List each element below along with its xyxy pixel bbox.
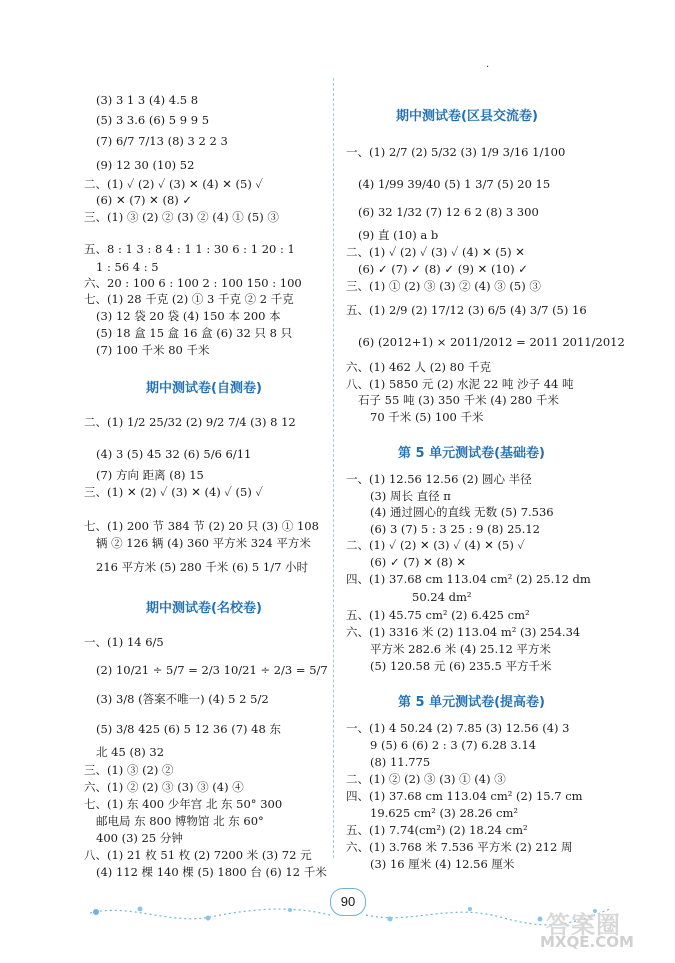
answer-line: (6) ✓ (7) ✓ (8) ✓ (9) ✕ (10) ✓ bbox=[358, 262, 528, 276]
answer-line: 二、(1) ✓ (2) ✓ (3) ✕ (4) ✕ (5) ✓ bbox=[84, 177, 263, 191]
answer-line: 1 : 56 4 : 5 bbox=[96, 260, 159, 274]
answer-line: 三、(1) ① (2) ③ (3) ② (4) ③ (5) ③ bbox=[346, 279, 541, 293]
answer-line: (7) 6/7 7/13 (8) 3 2 2 3 bbox=[96, 134, 228, 148]
answer-line: (3) 12 袋 20 袋 (4) 150 本 200 本 bbox=[96, 309, 281, 323]
answer-line: 七、(1) 东 400 少年宫 北 东 50° 300 bbox=[84, 797, 283, 811]
answer-line: (9) 直 (10) a b bbox=[358, 228, 439, 242]
site-watermark bbox=[540, 905, 670, 955]
answer-line: 五、(1) 7.74(cm²) (2) 18.24 cm² bbox=[346, 823, 528, 837]
answer-line: 六、20 : 100 6 : 100 2 : 100 150 : 100 bbox=[84, 276, 302, 290]
answer-line: (3) 3/8 (答案不唯一) (4) 5 2 5/2 bbox=[96, 692, 269, 706]
answer-line: (6) ✓ (7) ✕ (8) ✕ bbox=[370, 555, 467, 569]
answer-line: 三、(1) ③ (2) ② (3) ② (4) ① (5) ③ bbox=[84, 210, 279, 224]
answer-line: 50.24 dm² bbox=[412, 590, 472, 604]
answer-line: (3) 3 1 3 (4) 4.5 8 bbox=[96, 93, 199, 107]
answer-line: 三、(1) ✕ (2) ✓ (3) ✕ (4) ✓ (5) ✓ bbox=[84, 485, 263, 499]
answer-line: (7) 方向 距离 (8) 15 bbox=[96, 468, 204, 482]
answer-line: (7) 100 千米 80 千米 bbox=[96, 343, 210, 357]
answer-line: 二、(1) 1/2 25/32 (2) 9/2 7/4 (3) 8 12 bbox=[84, 415, 296, 429]
answer-line: (2) 10/21 ÷ 5/7 = 2/3 10/21 ÷ 2/3 = 5/7 bbox=[96, 663, 328, 677]
answer-line: 八、(1) 21 枚 51 枚 (2) 7200 米 (3) 72 元 bbox=[84, 848, 312, 862]
answer-line: 五、(1) 45.75 cm² (2) 6.425 cm² bbox=[346, 608, 530, 622]
section-heading: 期中测试卷(区县交流卷) bbox=[396, 109, 538, 124]
answer-line: 二、(1) ② (2) ③ (3) ① (4) ③ bbox=[346, 772, 506, 786]
answer-line: 石子 55 吨 (3) 350 千米 (4) 280 千米 bbox=[358, 393, 559, 407]
answer-line: 400 (3) 25 分钟 bbox=[96, 831, 183, 845]
answer-line: 六、(1) 462 人 (2) 80 千克 bbox=[346, 360, 491, 374]
answer-line: 五、8 : 1 3 : 8 4 : 1 1 : 30 6 : 1 20 : 1 bbox=[84, 242, 295, 256]
answer-line: 北 45 (8) 32 bbox=[96, 745, 165, 759]
answer-line: 四、(1) 37.68 cm 113.04 cm² (2) 25.12 dm bbox=[346, 572, 591, 586]
answer-line: 六、(1) 3316 米 (2) 113.04 m² (3) 254.34 bbox=[346, 625, 581, 639]
speck-mark: · bbox=[486, 62, 490, 73]
answer-line: (9) 12 30 (10) 52 bbox=[96, 158, 195, 172]
answer-line: 一、(1) 12.56 12.56 (2) 圆心 半径 bbox=[346, 472, 532, 486]
section-heading: 第 5 单元测试卷(基础卷) bbox=[398, 446, 545, 461]
answer-line: (3) 周长 直径 π bbox=[370, 489, 451, 503]
answer-line: (6) 3 (7) 5 : 3 25 : 9 (8) 25.12 bbox=[370, 522, 540, 536]
answer-line: 平方米 282.6 米 (4) 25.12 平方米 bbox=[370, 642, 551, 656]
answer-line: 二、(1) ✓ (2) ✓ (3) ✓ (4) ✕ (5) ✕ bbox=[346, 245, 525, 259]
answer-line: 9 (5) 6 (6) 2 : 3 (7) 6.28 3.14 bbox=[370, 738, 537, 752]
answer-line: (6) ✕ (7) ✕ (8) ✓ bbox=[96, 193, 193, 207]
answer-line: 五、(1) 2/9 (2) 17/12 (3) 6/5 (4) 3/7 (5) 16 bbox=[346, 303, 587, 317]
answer-line: 一、(1) 2/7 (2) 5/32 (3) 1/9 3/16 1/100 bbox=[346, 145, 566, 159]
answer-line: 216 平方米 (5) 280 千米 (6) 5 1/7 小时 bbox=[96, 560, 309, 574]
answer-line: 六、(1) 3.768 米 7.536 平方米 (2) 212 周 bbox=[346, 840, 573, 854]
answer-line: 六、(1) ② (2) ③ (3) ③ (4) ④ bbox=[84, 780, 244, 794]
answer-line: 一、(1) 4 50.24 (2) 7.85 (3) 12.56 (4) 3 bbox=[346, 721, 570, 735]
section-heading: 期中测试卷(自测卷) bbox=[146, 381, 262, 396]
answer-line: 七、(1) 28 千克 (2) ① 3 千克 ② 2 千克 bbox=[84, 292, 294, 306]
answer-line: 二、(1) ✓ (2) ✕ (3) ✓ (4) ✕ (5) ✓ bbox=[346, 538, 525, 552]
answer-line: 邮电局 东 800 博物馆 北 东 60° bbox=[96, 814, 264, 828]
watermark-url: MXQE.COM bbox=[540, 933, 634, 951]
answer-line: 一、(1) 14 6/5 bbox=[84, 635, 164, 649]
answer-line: 70 千米 (5) 100 千米 bbox=[370, 410, 484, 424]
section-heading: 期中测试卷(名校卷) bbox=[146, 601, 262, 616]
answer-line: 四、(1) 37.68 cm 113.04 cm² (2) 15.7 cm bbox=[346, 789, 583, 803]
answer-line: (5) 18 盒 15 盒 16 盒 (6) 32 只 8 只 bbox=[96, 326, 293, 340]
answer-line: (3) 16 厘米 (4) 12.56 厘米 bbox=[370, 857, 515, 871]
answer-line: (4) 1/99 39/40 (5) 1 3/7 (5) 20 15 bbox=[358, 177, 551, 191]
page-number: 90 bbox=[330, 888, 366, 916]
answer-line: 七、(1) 200 节 384 节 (2) 20 只 (3) ① 108 bbox=[84, 519, 319, 533]
answer-line: (5) 3/8 425 (6) 5 12 36 (7) 48 东 bbox=[96, 722, 281, 736]
answer-line: (5) 120.58 元 (6) 235.5 平方千米 bbox=[370, 659, 552, 673]
answer-line: (4) 112 棵 140 棵 (5) 1800 台 (6) 12 千米 bbox=[96, 865, 327, 879]
answer-line: (6) (2012+1) × 2011/2012 = 2011 2011/2012 bbox=[358, 335, 625, 349]
column-divider bbox=[333, 78, 334, 858]
answer-line: 19.625 cm² (3) 28.26 cm² bbox=[370, 806, 518, 820]
answer-line: (5) 3 3.6 (6) 5 9 9 5 bbox=[96, 113, 210, 127]
section-heading: 第 5 单元测试卷(提高卷) bbox=[398, 695, 545, 710]
answer-line: 辆 ② 126 辆 (4) 360 平方米 324 平方米 bbox=[96, 536, 311, 550]
answer-line: (8) 11.775 bbox=[370, 755, 431, 769]
answer-line: (4) 3 (5) 45 32 (6) 5/6 6/11 bbox=[96, 447, 252, 461]
answer-line: (4) 通过圆心的直线 无数 (5) 7.536 bbox=[370, 505, 554, 519]
answer-line: 三、(1) ③ (2) ② bbox=[84, 763, 174, 777]
answer-line: 八、(1) 5850 元 (2) 水泥 22 吨 沙子 44 吨 bbox=[346, 377, 574, 391]
answer-line: (6) 32 1/32 (7) 12 6 2 (8) 3 300 bbox=[358, 205, 539, 219]
watermark-title: 答案圈 bbox=[546, 911, 621, 939]
